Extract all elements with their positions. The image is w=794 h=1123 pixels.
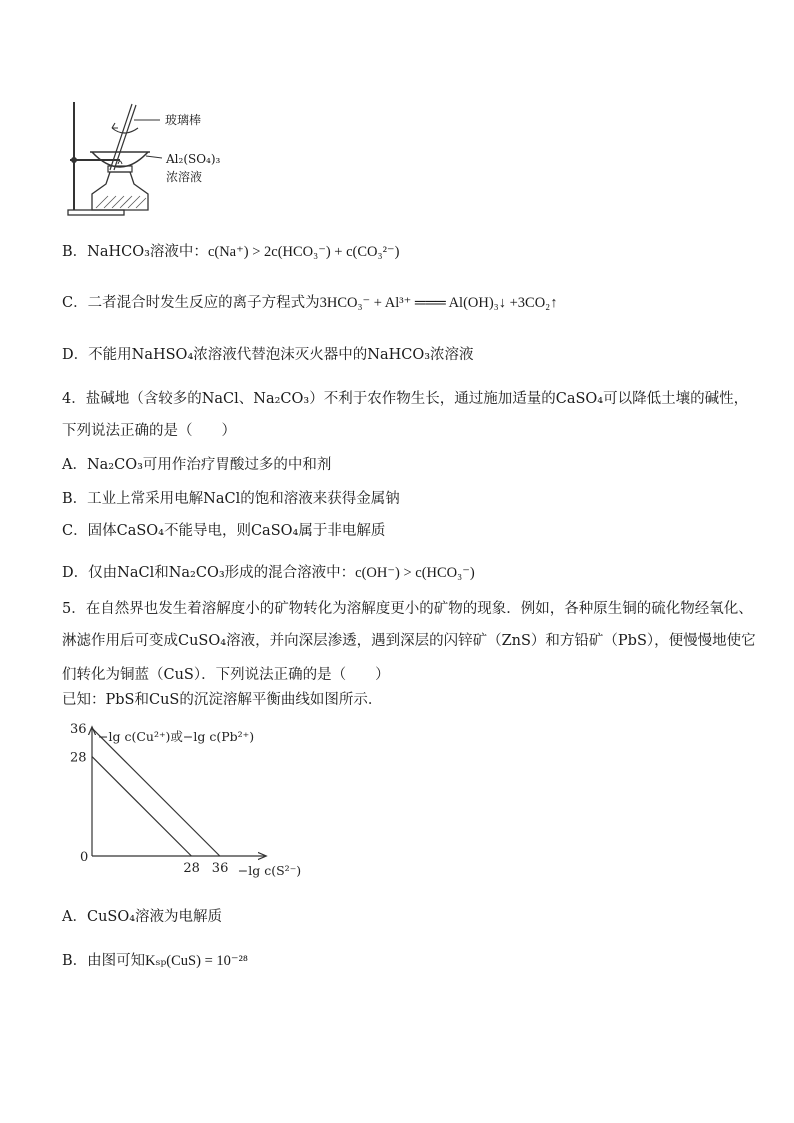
q5-stem-line1: 5．在自然界也发生着溶解度小的矿物转化为溶解度更小的矿物的现象．例如，各种原生铜的硫化物经氧化、 [62,601,753,617]
q4-option-c: C．固体CaSO₄不能导电，则CaSO₄属于非电解质 [62,523,386,539]
y-tick-label: 28 [70,750,87,766]
y-axis-label: −lg c(Cu²⁺)或−lg c(Pb²⁺) [98,729,255,744]
q3-option-b-prefix: NaHCO₃溶液中： [87,244,208,260]
q4-option-d-prefix: 仅由NaCl和Na₂CO₃形成的混合溶液中： [88,565,356,581]
q4-option-d-letter: D． [62,565,89,581]
q5-option-b-prefix: 由图可知 [87,953,146,969]
q3-option-c-letter: C． [62,295,88,311]
q5-stem-line3: 们转化为铜蓝（CuS）．下列说法正确的是（ ） [62,667,390,683]
q4-stem-line2: 下列说法正确的是（ ） [62,423,236,439]
x-axis-label: −lg c(S²⁻) [237,863,302,878]
q5-option-b-letter: B． [62,953,88,969]
label-solution-formula: Al₂(SO₄)₃ [166,152,221,166]
q3-option-b [62,242,399,262]
q4-stem-line1: 4．盐碱地（含较多的NaCl、Na₂CO₃）不利于农作物生长，通过施加适量的CaSO₄可以降低土壤的碱性， [62,391,749,407]
q4-option-d-math: c(OH⁻) > c(HCO₃⁻) [355,565,475,581]
q3-option-d [62,345,474,365]
y-tick-label: 36 [70,722,87,738]
equilibrium-chart [62,722,302,888]
q5-option-b-math: Kₛₚ(CuS) = 10⁻²⁸ [145,953,248,969]
q4-option-b: B．工业上常采用电解NaCl的饱和溶液来获得金属钠 [62,491,400,507]
q3-option-b-math: c(Na⁺) > 2c(HCO₃⁻) + c(CO₃²⁻) [207,244,400,260]
q5-given: 已知：PbS和CuS的沉淀溶解平衡曲线如图所示． [62,692,383,708]
label-concentrated: 浓溶液 [166,170,203,184]
equilibrium-chart-svg [62,722,302,888]
q4-option-d [62,563,475,583]
q5-stem-line2: 淋滤作用后可变成CuSO₄溶液，并向深层渗透，遇到深层的闪锌矿（ZnS）和方铅矿（PbS），便慢慢地使它 [62,633,756,649]
label-glass-rod: 玻璃棒 [165,113,202,127]
q4-option-a: A．Na₂CO₃可用作治疗胃酸过多的中和剂 [62,457,332,473]
q3-option-b-letter: B． [62,244,88,260]
q5-option-a: A．CuSO₄溶液为电解质 [62,909,223,925]
q3-option-c [62,293,558,313]
evaporation-apparatus-figure [62,98,232,222]
series-line-28 [92,757,191,856]
origin-label: 0 [80,850,89,865]
x-tick-label: 28 [183,861,200,876]
q5-option-b [62,951,248,971]
q3-option-d-letter: D． [62,347,89,363]
q3-option-c-prefix: 二者混合时发生反应的离子方程式为 [87,295,320,311]
q3-option-c-math: 3HCO₃⁻ + Al³⁺ ═══ Al(OH)₃↓ +3CO₂↑ [319,295,558,311]
series-line-36 [92,728,220,856]
q3-option-d-text: 不能用NaHSO₄浓溶液代替泡沫灭火器中的NaHCO₃浓溶液 [88,347,474,363]
x-tick-label: 36 [211,861,229,876]
